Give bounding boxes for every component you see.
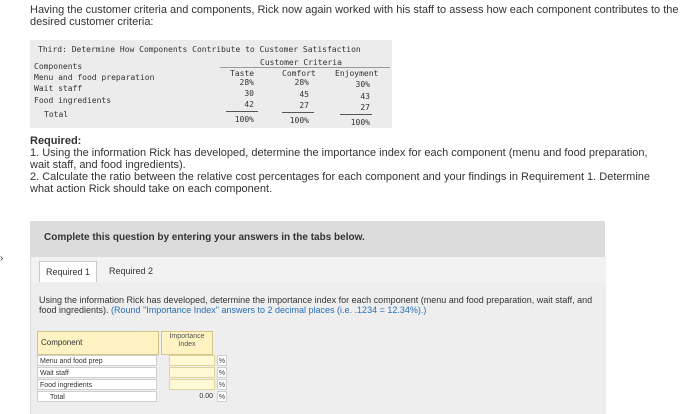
header-component — [37, 331, 159, 355]
row-wait-label: Wait staff — [37, 367, 157, 378]
val-total-enjoyment: 100% — [350, 118, 370, 127]
val-total-taste: 100% — [234, 115, 254, 124]
table-subheader: Customer Criteria — [260, 58, 342, 67]
col-comfort: Comfort — [282, 69, 316, 78]
instruction-rounding: (Round "Importance Index" answers to 2 decimal places (i.e. .1234 = 12.34%).) — [111, 305, 427, 315]
val-total-comfort: 100% — [289, 116, 309, 125]
col-taste: Taste — [230, 69, 255, 78]
col-enjoyment: Enjoyment — [335, 69, 379, 78]
row-label-wait: Wait staff — [34, 84, 83, 93]
row-label-menu: Menu and food preparation — [34, 73, 155, 82]
val-wait-comfort: 45 — [299, 90, 309, 99]
instruction-main: Using the information Rick has developed, determine the importance index for each component (menu and food preparation, wait staff, and food ingredients). — [39, 295, 593, 315]
required-section — [30, 135, 670, 195]
answer-instruction — [39, 295, 599, 315]
input-wait-importance[interactable] — [169, 367, 215, 378]
row-label-total: Total — [44, 110, 69, 119]
required-heading: Required: — [30, 135, 82, 147]
sum-line-taste — [226, 111, 258, 112]
instruction-banner — [30, 221, 605, 257]
val-food-comfort: 27 — [299, 101, 309, 110]
component-contribution-table — [30, 40, 392, 128]
val-food-enjoyment: 27 — [360, 103, 370, 112]
pct-wait: % — [217, 367, 227, 378]
input-food-importance[interactable] — [169, 379, 215, 390]
val-menu-taste: 28% — [239, 78, 254, 87]
intro-text: Having the customer criteria and components, Rick now again worked with his staff to assess how each component contributes to the desired customer criteria: — [30, 4, 679, 28]
sum-line-enjoyment — [340, 114, 372, 115]
required-item-2: 2. Calculate the ratio between the relative cost percentages for each component and your findings in Requirement 1. Determine what action Rick should take on each component. — [30, 171, 651, 195]
tab-required-1[interactable]: Required 1 — [39, 261, 97, 282]
sum-line-comfort — [282, 112, 314, 113]
input-menu-importance[interactable] — [169, 355, 215, 366]
required-1-workarea — [31, 283, 606, 414]
val-food-taste: 42 — [244, 100, 254, 109]
row-label-food: Food ingredients — [34, 96, 112, 105]
pct-menu: % — [217, 355, 227, 366]
side-marker: › — [0, 253, 4, 264]
components-header: Components — [34, 62, 83, 71]
val-menu-comfort: 28% — [294, 78, 309, 87]
subheader-rule — [220, 67, 390, 68]
header-importance-index — [161, 331, 213, 355]
header-component-label: Component — [41, 338, 83, 347]
header-importance-label: Importance Index — [169, 333, 205, 348]
table-title: Third: Determine How Components Contribute to Customer Satisfaction — [38, 45, 361, 54]
row-menu-label: Menu and food prep — [37, 355, 157, 366]
pct-total: % — [217, 391, 227, 402]
answer-panel — [30, 257, 606, 414]
pct-food: % — [217, 379, 227, 390]
row-total-label: Total — [37, 391, 157, 402]
tab-required-2[interactable]: Required 2 — [109, 266, 154, 276]
val-wait-enjoyment: 43 — [360, 92, 370, 101]
required-item-1: 1. Using the information Rick has developed, determine the importance index for each component (menu and food preparation, wait staff, and food ingredients). — [30, 147, 648, 171]
row-food-label: Food ingredients — [37, 379, 157, 390]
banner-text: Complete this question by entering your answers in the tabs below. — [44, 232, 365, 243]
val-wait-taste: 30 — [244, 89, 254, 98]
total-importance-value: 0.00 — [199, 393, 213, 400]
val-menu-enjoyment: 30% — [355, 80, 370, 89]
tab-bar — [31, 257, 606, 284]
